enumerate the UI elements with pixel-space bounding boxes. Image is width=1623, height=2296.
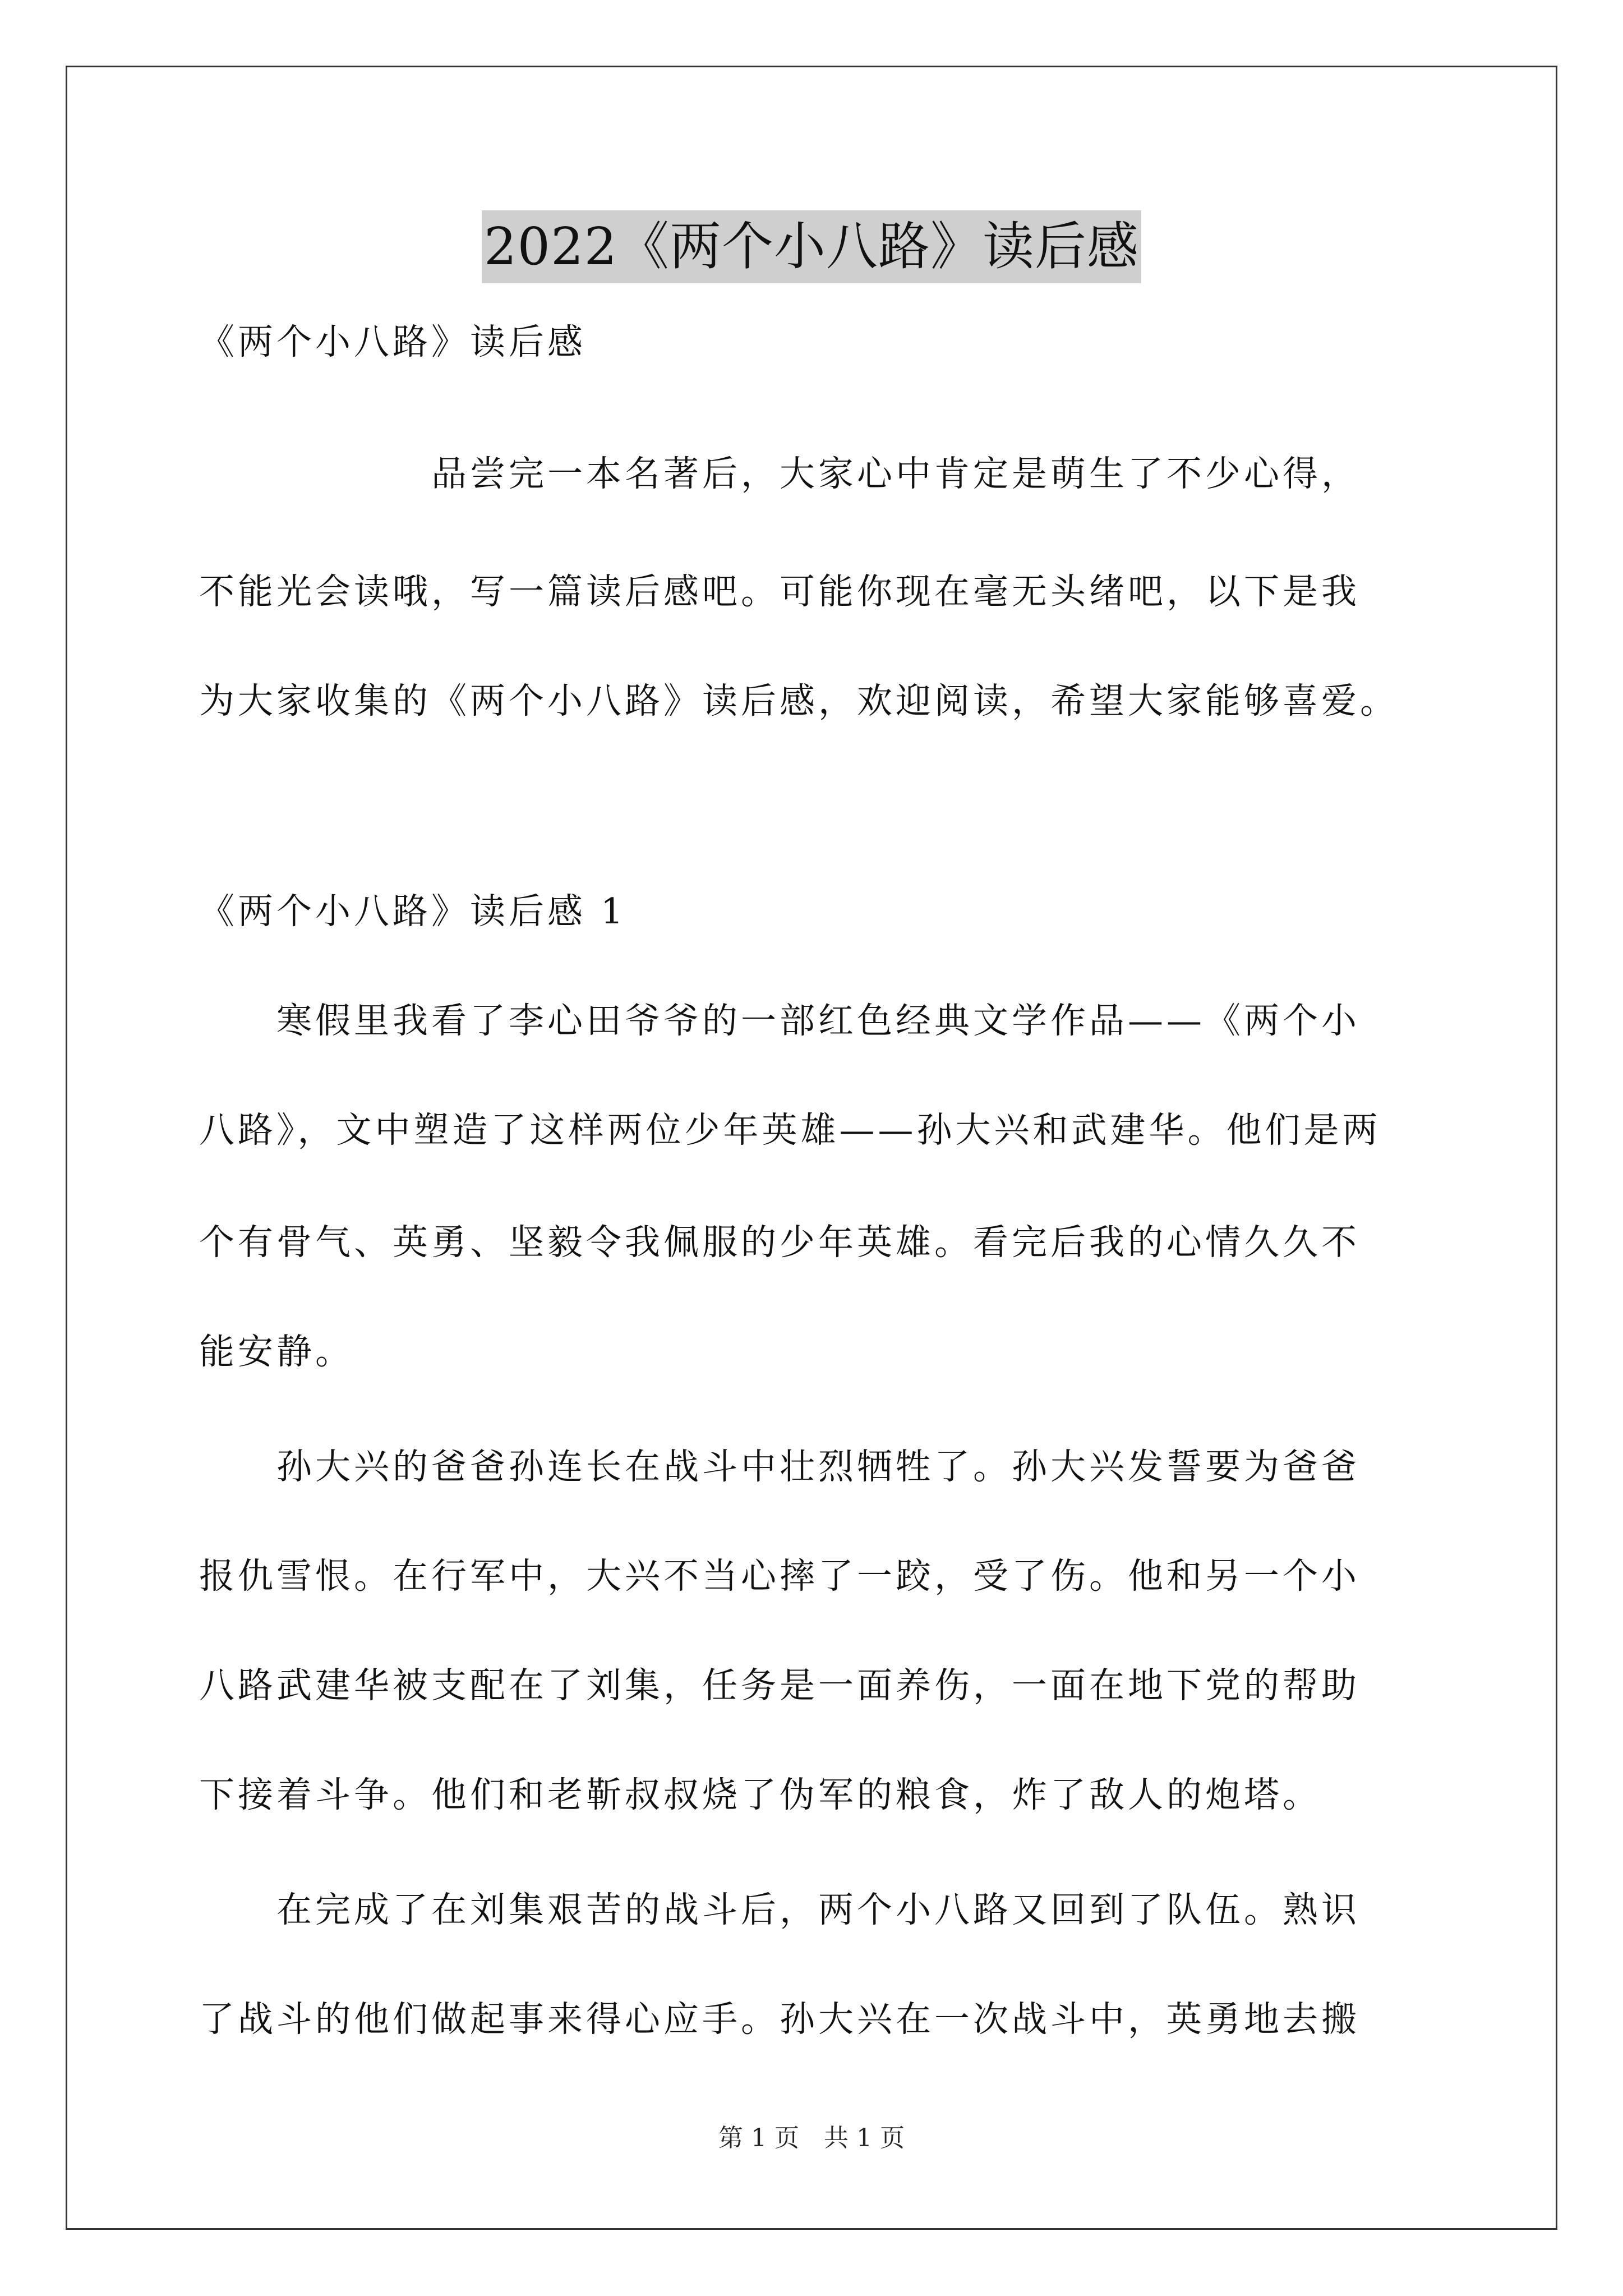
page-footer: 第 1 页 共 1 页 xyxy=(718,2124,905,2152)
section-heading: 《两个小八路》读后感 1 xyxy=(199,891,627,932)
text-line: 个有骨气、英勇、坚毅令我佩服的少年英雄。看完后我的心情久久不 xyxy=(199,1222,1360,1263)
text-line: 为大家收集的《两个小八路》读后感，欢迎阅读，希望大家能够喜爱。 xyxy=(199,680,1399,721)
text-line: 寒假里我看了李心田爷爷的一部红色经典文学作品——《两个小 xyxy=(199,1000,1360,1041)
text-line: 孙大兴的爸爸孙连长在战斗中壮烈牺牲了。孙大兴发誓要为爸爸 xyxy=(199,1446,1360,1487)
subtitle-line: 《两个小八路》读后感 xyxy=(199,321,586,362)
text-line: 不能光会读哦，写一篇读后感吧。可能你现在毫无头绪吧，以下是我 xyxy=(199,571,1360,612)
text-line: 能安静。 xyxy=(199,1331,354,1372)
text-line: 在完成了在刘集艰苦的战斗后，两个小八路又回到了队伍。熟识 xyxy=(199,1889,1360,1930)
text-line: 八路》，文中塑造了这样两位少年英雄——孙大兴和武建华。他们是两 xyxy=(199,1110,1381,1151)
text-line: 了战斗的他们做起事来得心应手。孙大兴在一次战斗中，英勇地去搬 xyxy=(199,1999,1360,2040)
title-container xyxy=(0,210,1623,283)
document-title: 2022《两个小八路》读后感 xyxy=(482,210,1141,283)
text-line: 报仇雪恨。在行军中，大兴不当心摔了一跤，受了伤。他和另一个小 xyxy=(199,1556,1360,1596)
text-line: 下接着斗争。他们和老靳叔叔烧了伪军的粮食，炸了敌人的炮塔。 xyxy=(199,1774,1321,1815)
text-line: 八路武建华被支配在了刘集，任务是一面养伤，一面在地下党的帮助 xyxy=(199,1665,1360,1706)
text-line: 品尝完一本名著后，大家心中肯定是萌生了不少心得， xyxy=(199,453,1360,494)
